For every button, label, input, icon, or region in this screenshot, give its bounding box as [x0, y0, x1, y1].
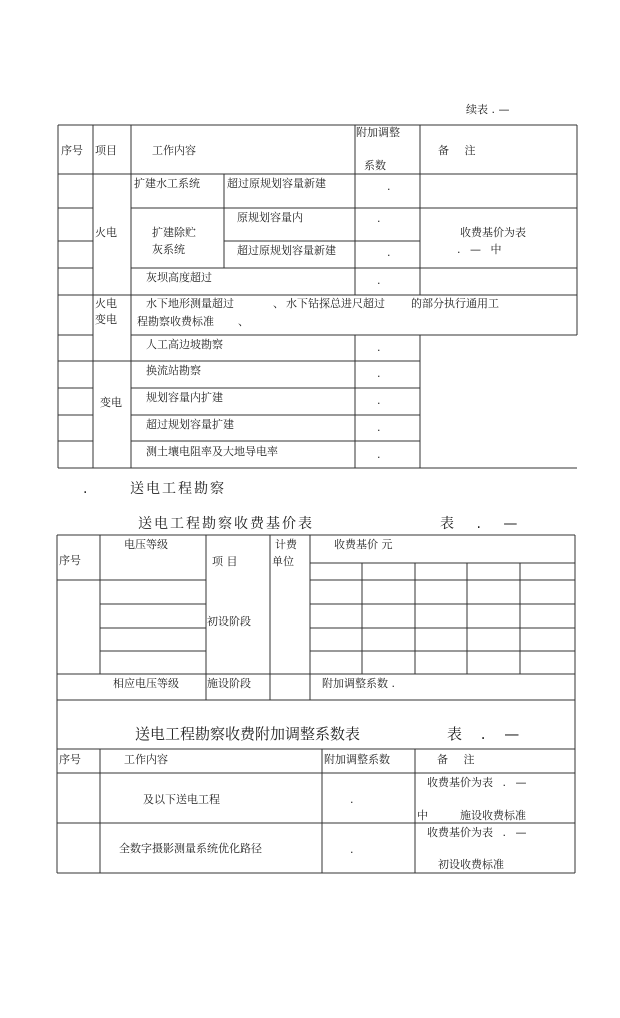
t3-header-seq: 序号	[59, 753, 81, 766]
table2-ref: 表 . —	[440, 516, 520, 532]
table3-title: 送电工程勘察收费附加调整系数表	[135, 725, 361, 743]
row2-coef: .	[377, 212, 381, 225]
row6-coef: .	[377, 341, 381, 354]
table3-ref: 表 . —	[447, 725, 520, 743]
section-heading: 送电工程勘察	[130, 481, 226, 497]
t3-header-coef: 附加调整系数	[324, 753, 390, 766]
row1-subitem: 扩建水工系统	[134, 177, 200, 190]
header-seq: 序号	[61, 144, 83, 157]
row3-detail: 超过原规划容量新建	[237, 244, 336, 257]
t3-row1-remark-line2a: 中	[417, 809, 428, 822]
header-coef-line1: 附加调整	[356, 126, 400, 139]
t2-header-seq: 序号	[59, 554, 81, 567]
t3-row1-coef: .	[350, 793, 354, 806]
row9-subitem: 超过规划容量扩建	[146, 418, 234, 431]
row8-subitem: 规划容量内扩建	[146, 391, 223, 404]
remark-line1: 收费基价为表	[460, 226, 526, 239]
t2-stage-construction: 施设阶段	[207, 677, 251, 690]
category-substation: 变电	[100, 396, 122, 409]
t3-row1-remark-line2b: 施设收费标准	[460, 809, 526, 822]
row8-coef: .	[377, 394, 381, 407]
header-item: 项目	[95, 144, 117, 157]
t3-header-content: 工作内容	[124, 753, 168, 766]
section-number: .	[83, 481, 90, 497]
header-content: 工作内容	[152, 144, 196, 157]
remark-line2: . — 中	[457, 243, 502, 256]
row5-part2: 、	[273, 297, 284, 310]
t2-header-unit-line1: 计费	[275, 538, 297, 551]
continued-table-label: 续表 . —	[466, 103, 510, 116]
t2-header-price: 收费基价 元	[334, 538, 393, 551]
table2-title: 送电工程勘察收费基价表	[138, 516, 314, 532]
row2-subitem-line1: 扩建除贮	[152, 226, 196, 239]
header-coef-line2: 系数	[364, 159, 386, 172]
row5-line2-mark: 、	[238, 315, 249, 328]
t3-row1-remark-line1: 收费基价为表 . —	[427, 776, 527, 789]
t2-voltage-related: 相应电压等级	[113, 677, 179, 690]
t2-header-item: 项 目	[212, 555, 238, 568]
t2-stage-initial: 初设阶段	[207, 615, 251, 628]
t3-row2-content: 全数字摄影测量系统优化路径	[119, 842, 262, 855]
category-thermal-substation-line2: 变电	[95, 313, 117, 326]
t3-row1-content: 及以下送电工程	[143, 793, 220, 806]
row10-subitem: 测土壤电阻率及大地导电率	[146, 445, 278, 458]
row2-detail: 原规划容量内	[237, 211, 303, 224]
t3-row2-remark-line1: 收费基价为表 . —	[427, 826, 527, 839]
category-thermal: 火电	[95, 226, 117, 239]
header-remark: 备 注	[438, 144, 476, 157]
t2-header-voltage: 电压等级	[124, 538, 168, 551]
t2-coef-label: 附加调整系数 .	[322, 677, 395, 690]
row5-part4: 的部分执行通用工	[411, 297, 499, 310]
t3-header-remark: 备 注	[437, 753, 475, 766]
row5-line2: 程勘察收费标准	[137, 315, 214, 328]
row9-coef: .	[377, 421, 381, 434]
row5-part1: 水下地形测量超过	[146, 297, 234, 310]
row7-coef: .	[377, 367, 381, 380]
row6-subitem: 人工高边坡勘察	[146, 338, 223, 351]
t3-row2-coef: .	[350, 843, 354, 856]
t3-row2-remark-line2: 初设收费标准	[438, 858, 504, 871]
category-thermal-substation-line1: 火电	[95, 297, 117, 310]
row4-coef: .	[377, 274, 381, 287]
row1-detail: 超过原规划容量新建	[227, 177, 326, 190]
row1-coef: .	[387, 180, 391, 193]
row7-subitem: 换流站勘察	[146, 364, 201, 377]
row4-subitem: 灰坝高度超过	[146, 271, 212, 284]
t2-header-unit-line2: 单位	[272, 555, 294, 568]
row10-coef: .	[377, 448, 381, 461]
row5-part3: 水下钻探总进尺超过	[286, 297, 385, 310]
row2-subitem-line2: 灰系统	[152, 243, 185, 256]
row3-coef: .	[387, 246, 391, 259]
